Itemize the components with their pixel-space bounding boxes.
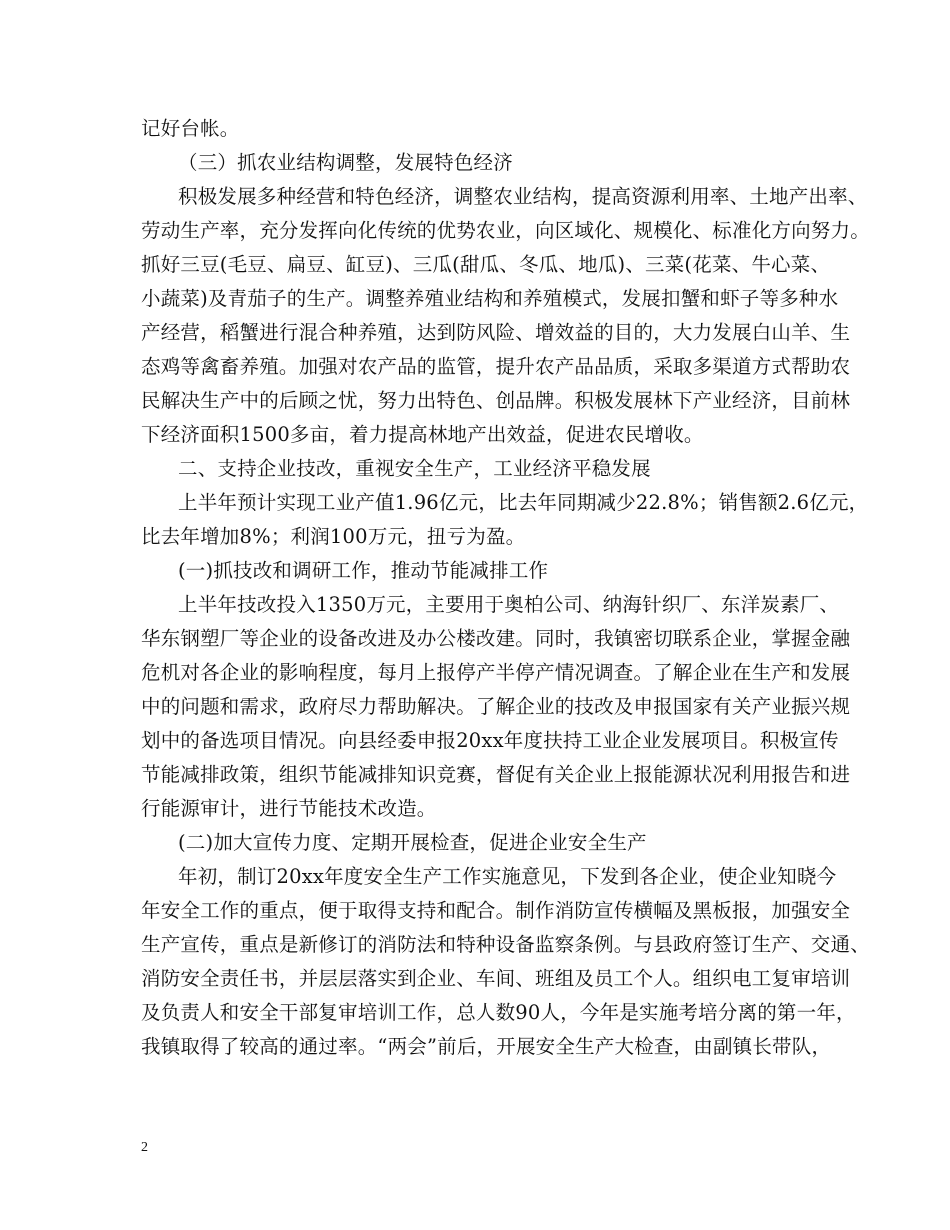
text-line: 下经济面积1500多亩，着力提高林地产出效益，促进农民增收。 bbox=[141, 423, 704, 446]
text-line: 及负责人和安全干部复审培训工作，总人数90人，今年是实施考培分离的第一年， bbox=[141, 1001, 856, 1024]
section-heading: （三）抓农业结构调整，发展特色经济 bbox=[178, 151, 513, 174]
text-line: 中的问题和需求，政府尽力帮助解决。了解企业的技改及申报国家有关产业振兴规 bbox=[141, 695, 851, 718]
page-number: 2 bbox=[141, 1140, 148, 1155]
text-line: 抓好三豆(毛豆、扁豆、缸豆)、三瓜(甜瓜、冬瓜、地瓜)、三菜(花菜、牛心菜、 bbox=[141, 253, 831, 276]
section-heading: 二、支持企业技改，重视安全生产，工业经济平稳发展 bbox=[178, 457, 651, 480]
text-line: 年初，制订20xx年度安全生产工作实施意见，下发到各企业，使企业知晓今 bbox=[178, 865, 837, 888]
section-heading: (二)加大宣传力度、定期开展检查，促进企业安全生产 bbox=[178, 831, 647, 854]
section-heading: (一)抓技改和调研工作，推动节能减排工作 bbox=[178, 559, 549, 582]
text-line: 华东钢塑厂等企业的设备改进及办公楼改建。同时，我镇密切联系企业，掌握金融 bbox=[141, 627, 851, 650]
text-line: 记好台帐。 bbox=[141, 117, 240, 140]
text-line: 年安全工作的重点，便于取得支持和配合。制作消防宣传横幅及黑板报，加强安全 bbox=[141, 899, 851, 922]
text-line: 态鸡等禽畜养殖。加强对农产品的监管，提升农产品品质，采取多渠道方式帮助农 bbox=[141, 355, 851, 378]
text-line: 上半年技改投入1350万元，主要用于奥柏公司、纳海针织厂、东洋炭素厂、 bbox=[178, 593, 840, 616]
text-line: 产经营，稻蟹进行混合种养殖，达到防风险、增效益的目的，大力发展白山羊、生 bbox=[141, 321, 851, 344]
text-line: 积极发展多种经营和特色经济，调整农业结构，提高资源利用率、土地产出率、 bbox=[178, 185, 868, 208]
text-line: 劳动生产率，充分发挥向化传统的优势农业，向区域化、规模化、标准化方向努力。 bbox=[141, 219, 870, 242]
text-line: 生产宣传，重点是新修订的消防法和特种设备监察条例。与县政府签订生产、交通、 bbox=[141, 933, 870, 956]
text-line: 小蔬菜)及青茄子的生产。调整养殖业结构和养殖模式，发展扣蟹和虾子等多种水 bbox=[141, 287, 839, 310]
text-line: 消防安全责任书，并层层落实到企业、车间、班组及员工个人。组织电工复审培训 bbox=[141, 967, 851, 990]
text-line: 民解决生产中的后顾之忧，努力出特色、创品牌。积极发展林下产业经济，目前林 bbox=[141, 389, 851, 412]
text-line: 我镇取得了较高的通过率。“两会”前后，开展安全生产大检查，由副镇长带队， bbox=[141, 1035, 832, 1058]
text-line: 节能减排政策，组织节能减排知识竞赛，督促有关企业上报能源状况利用报告和进 bbox=[141, 763, 851, 786]
text-line: 行能源审计，进行节能技术改造。 bbox=[141, 797, 437, 820]
text-line: 比去年增加8%；利润100万元，扭亏为盈。 bbox=[141, 525, 526, 548]
text-line: 划中的备选项目情况。向县经委申报20xx年度扶持工业企业发展项目。积极宣传 bbox=[141, 729, 839, 752]
text-line: 上半年预计实现工业产值1.96亿元，比去年同期减少22.8%；销售额2.6亿元， bbox=[178, 491, 869, 514]
text-line: 危机对各企业的影响程度，每月上报停产半停产情况调查。了解企业在生产和发展 bbox=[141, 661, 851, 684]
